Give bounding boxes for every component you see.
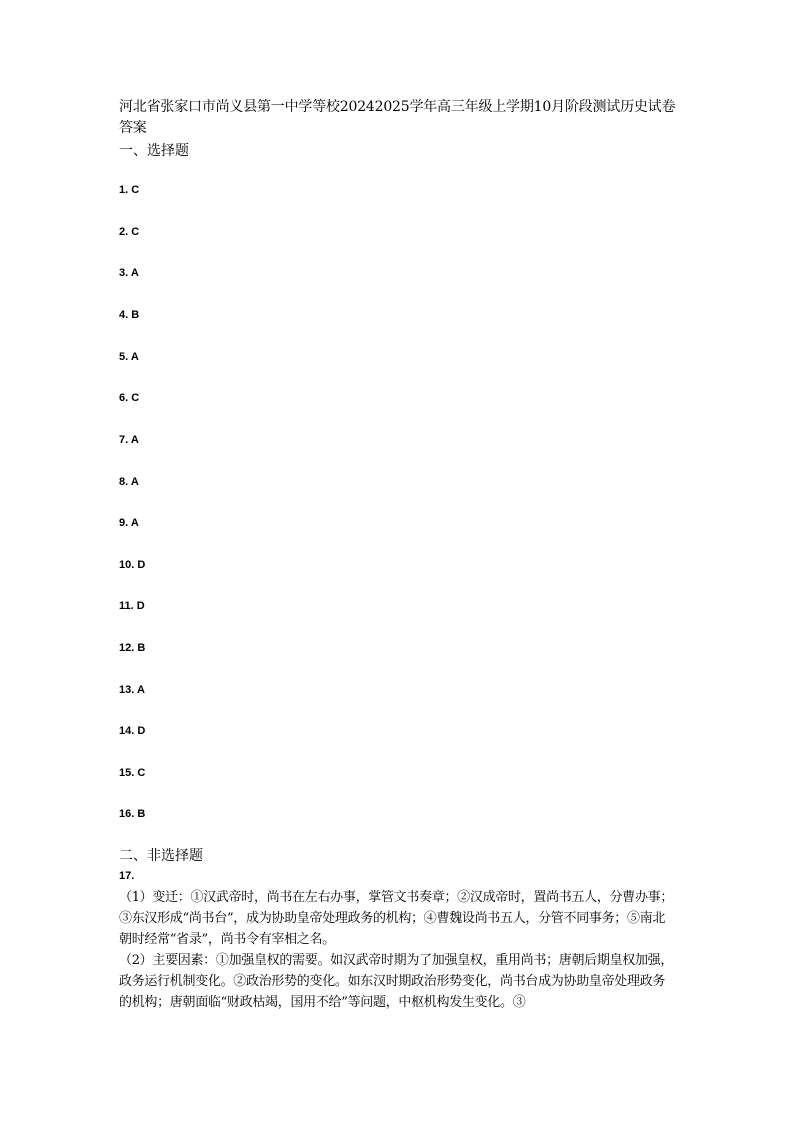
answer-item: 6. C xyxy=(119,392,140,404)
answer-item: 15. C xyxy=(119,767,146,779)
answer-item: 10. D xyxy=(119,559,146,571)
answer-item: 16. B xyxy=(119,808,146,820)
answer-item: 3. A xyxy=(119,267,139,279)
section-heading-choice: 一、选择题 xyxy=(119,143,189,159)
answer-item: 1. C xyxy=(119,184,140,196)
answer-item: 2. C xyxy=(119,226,140,238)
answer-paragraph-part1: （1）变迁：①汉武帝时，尚书在左右办事，掌管文书奏章；②汉成帝时，置尚书五人，分曹办事；③东汉形成“尚书台”，成为协助皇帝处理政务的机构；④曹魏设尚书五人，分管不同事务；⑤南北朝时经常“省录”，尚书令有宰相之名。 xyxy=(119,890,674,947)
answer-paragraph-part2: （2）主要因素：①加强皇权的需要。如汉武帝时期为了加强皇权，重用尚书；唐朝后期皇权加强，政务运行机制变化。②政治形势的变化。如东汉时期政治形势变化，尚书台成为协助皇帝处理政务的机构；唐朝面临“财政枯竭，国用不给”等问题，中枢机构发生变化。③ xyxy=(119,953,674,1010)
answer-item: 11. D xyxy=(119,600,145,612)
answer-item: 13. A xyxy=(119,684,145,696)
answer-item: 9. A xyxy=(119,517,139,529)
answer-item: 5. A xyxy=(119,351,139,363)
answer-item: 12. B xyxy=(119,642,146,654)
answer-item: 4. B xyxy=(119,309,140,321)
answer-item: 14. D xyxy=(119,725,146,737)
answer-item: 8. A xyxy=(119,476,139,488)
section-heading-nonchoice: 二、非选择题 xyxy=(119,848,203,864)
document-title: 河北省张家口市尚义县第一中学等校20242025学年高三年级上学期10月阶段测试历史试卷答案 xyxy=(119,99,676,136)
answer-item: 7. A xyxy=(119,434,139,446)
question-number: 17. xyxy=(119,870,135,882)
